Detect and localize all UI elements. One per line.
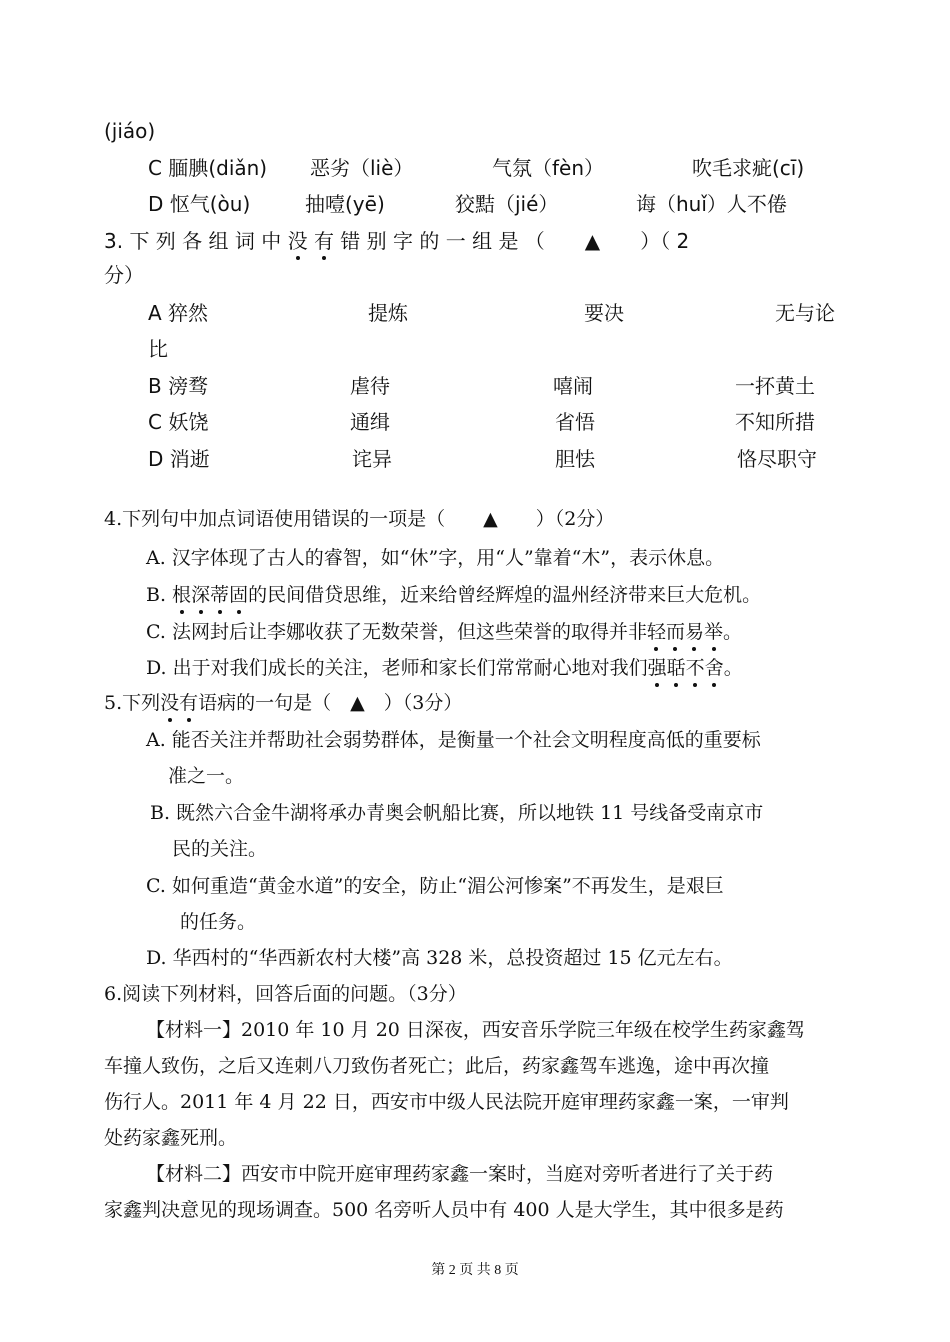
- emphasis-char: 没: [287, 229, 308, 253]
- emphasis-char: 舍: [704, 657, 724, 679]
- q2-option-c-1: C 腼腆(diǎn): [148, 156, 268, 180]
- emphasis-char: 有: [313, 229, 334, 253]
- emphasis-char: 深: [191, 584, 211, 606]
- q6-material2-line2: 家鑫判决意见的现场调查。500 名旁听人员中有 400 人是大学生，其中很多是药: [104, 1199, 784, 1221]
- q3-option-a-wrap: 比: [148, 337, 168, 361]
- q3-option-d-4: 恪尽职守: [737, 447, 817, 471]
- q6-material1-line2: 车撞人致伤，之后又连刺八刀致伤者死亡；此后，药家鑫驾车逃逸，途中再次撞: [104, 1055, 770, 1077]
- q3-option-d-1: D 消逝: [148, 447, 210, 471]
- q2-option-d-4: 诲（huǐ）人不倦: [636, 192, 787, 216]
- q3-option-a-2: 提炼: [368, 301, 408, 325]
- q3-option-c-4: 不知所措: [735, 410, 815, 434]
- q3-option-c-2: 通缉: [350, 410, 390, 434]
- q2-option-c-4: 吹毛求疵(cī): [692, 156, 805, 180]
- page-number: 第 2 页 共 8 页: [431, 1263, 519, 1278]
- q6-material1-line4: 处药家鑫死刑。: [104, 1127, 238, 1149]
- q3-option-b-4: 一抔黄土: [735, 374, 815, 398]
- q5-option-b-line2: 民的关注。: [172, 838, 268, 860]
- q5-option-c-line1: C. 如何重造“黄金水道”的安全，防止“湄公河惨案”不再发生，是艰巨: [146, 875, 724, 897]
- q3-stem-a: 3. 下 列 各 组 词 中: [104, 229, 288, 253]
- q2-option-c-3: 气氛（fèn）: [492, 156, 605, 180]
- q3-option-a-1: A 猝然: [148, 301, 209, 325]
- q2-option-d-1: D 怄气(òu): [148, 192, 251, 216]
- q5-option-b-line1: B. 既然六合金牛湖将承办青奥会帆船比赛，所以地铁 11 号线备受南京市: [150, 802, 764, 824]
- q4-option-d: [146, 655, 743, 681]
- q3-stem-b: 错 别 字 的 一 组 是 （ ▲ ）（ 2: [333, 229, 690, 253]
- q4-option-b: [146, 582, 761, 608]
- q3-stem-wrap: 分）: [104, 263, 144, 287]
- q3-option-b-2: 虐待: [350, 374, 390, 398]
- q2-prev-tail: (jiáo): [104, 119, 156, 143]
- q3-option-b-3: 嘻闹: [553, 374, 593, 398]
- q4-c-text: C. 法网封后让李娜收获了无数荣誉，但这些荣誉的取得并非: [146, 621, 647, 643]
- emphasis-char: 根: [172, 584, 192, 606]
- emphasis-char: 蒂: [210, 584, 230, 606]
- q3-option-a-3: 要决: [584, 301, 624, 325]
- q6-stem: 6.阅读下列材料，回答后面的问题。（3分）: [104, 983, 467, 1005]
- emphasis-char: 易: [684, 621, 704, 643]
- emphasis-char: 没: [160, 692, 180, 714]
- emphasis-char: 而: [665, 621, 685, 643]
- q3-option-d-2: 诧异: [352, 447, 392, 471]
- q3-stem: [104, 228, 689, 254]
- q3-option-a-4: 无与论: [775, 301, 835, 325]
- q4-b-prefix: B.: [146, 584, 173, 606]
- q4-stem: 4.下列句中加点词语使用错误的一项是（ ▲ ）（2分）: [104, 508, 615, 530]
- q4-d-text: D. 出于对我们成长的关注，老师和家长们常常耐心地对我们: [146, 657, 648, 679]
- emphasis-char: 轻: [646, 621, 666, 643]
- q5-option-a-line2: 准之一。: [168, 765, 245, 787]
- q4-b-text: 的民间借贷思维，近来给曾经辉煌的温州经济带来巨大危机。: [248, 584, 762, 606]
- q3-option-b-1: B 滂骛: [148, 374, 209, 398]
- q3-option-c-3: 省悟: [555, 410, 595, 434]
- q4-d-end: 。: [723, 657, 743, 679]
- q3-option-c-1: C 妖饶: [148, 410, 209, 434]
- q5-option-c-line2: 的任务。: [180, 911, 257, 933]
- q4-option-c: [146, 619, 742, 645]
- emphasis-char: 聒: [666, 657, 686, 679]
- emphasis-char: 固: [229, 584, 249, 606]
- q3-option-d-3: 胆怯: [555, 447, 595, 471]
- emphasis-char: 有: [179, 692, 199, 714]
- q4-option-a: A. 汉字体现了古人的睿智，如“休”字，用“人”靠着“木”，表示休息。: [146, 547, 725, 569]
- q4-c-end: 。: [723, 621, 743, 643]
- emphasis-char: 举: [704, 621, 724, 643]
- q5-option-a-line1: A. 能否关注并帮助社会弱势群体，是衡量一个社会文明程度高低的重要标: [146, 729, 761, 751]
- q2-option-d-2: 抽噎(yē): [305, 192, 385, 216]
- q2-option-d-3: 狡黠（jié）: [455, 192, 559, 216]
- q6-material1-line3: 伤行人。2011 年 4 月 22 日，西安市中级人民法院开庭审理药家鑫一案，一审判: [104, 1091, 789, 1113]
- q5-stem-text: 语病的一句是（ ▲ ）（3分）: [198, 692, 463, 714]
- emphasis-char: 不: [685, 657, 705, 679]
- q6-material1-line1: 【材料一】2010 年 10 月 20 日深夜，西安音乐学院三年级在校学生药家鑫驾: [146, 1019, 805, 1041]
- q2-option-c-2: 恶劣（liè）: [310, 156, 414, 180]
- q5-stem: [104, 690, 462, 716]
- q5-option-d: D. 华西村的“华西新农村大楼”高 328 米，总投资超过 15 亿元左右。: [146, 947, 733, 969]
- emphasis-char: 强: [647, 657, 667, 679]
- q6-material2-line1: 【材料二】西安市中院开庭审理药家鑫一案时，当庭对旁听者进行了关于药: [146, 1163, 774, 1185]
- q5-stem-prefix: 5.下列: [104, 692, 161, 714]
